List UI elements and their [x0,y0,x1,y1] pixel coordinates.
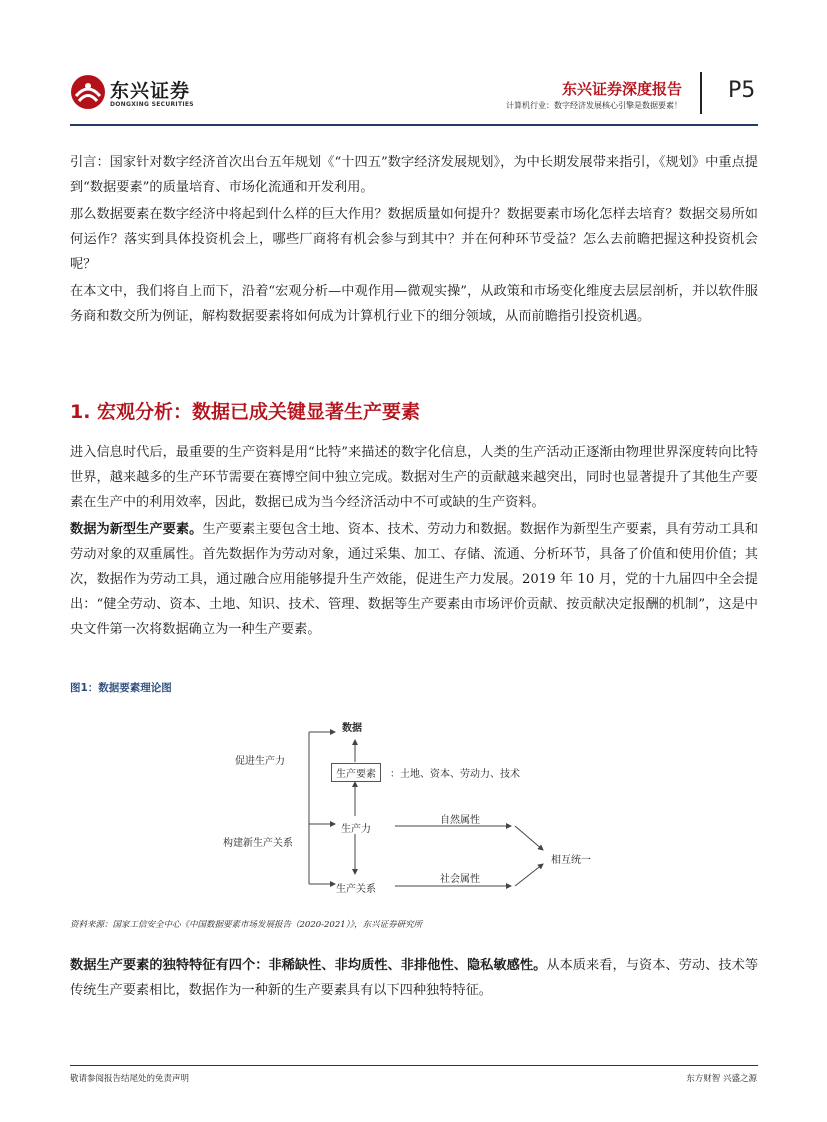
footer-disclaimer: 敬请参阅报告结尾处的免责声明 [70,1074,190,1084]
report-title: 东兴证券深度报告 [561,80,682,98]
figure-title: 图1：数据要素理论图 [70,682,172,694]
diagram-label-social: 社会属性 [440,874,480,885]
section-paragraph-3 [70,953,758,1003]
paragraph-lead-bold: 数据为新型生产要素。 [70,522,203,537]
intro-paragraph-2: 那么数据要素在数字经济中将起到什么样的巨大作用？数据质量如何提升？数据要素市场化怎样去培育？数据交易所如何运作？落实到具体投资机会上，哪些厂商将有机会参与到其中？并在何种环节受益？怎么去前瞻把握这种投资机会呢？ [70,207,758,272]
paragraph-lead-bold: 数据生产要素的独特特征有四个：非稀缺性、非均质性、非排他性、隐私敏感性。 [70,958,547,973]
header-rule [70,124,758,126]
paragraph-body: 生产要素主要包含土地、资本、技术、劳动力和数据。数据作为新型生产要素，具有劳动工具和劳动对象的双重属性。首先数据作为劳动对象，通过采集、加工、存储、流通、分析环节，具备了价值和使用价值；其次，数据作为劳动工具，通过融合应用能够提升生产效能，促进生产力发展。2019 年 10 月，党的十九届四中全会提出：“健全劳动、资本、土地、知识、技术、管理、数据等生产要素由市场评价贡献、按贡献决定报酬的机制”，这是中央文件第一次将数据确立为一种生产要素。 [70,522,759,637]
diagram-box-factors: 生产要素 [331,763,381,782]
header-separator [700,72,702,114]
intro-paragraph-1: 引言：国家针对数字经济首次出台五年规划《“十四五”数字经济发展规划》，为中长期发展带来指引，《规划》中重点提到“数据要素”的质量培育、市场化流通和开发利用。 [70,155,758,195]
diagram-label-data: 数据 [342,723,362,734]
paragraph-body: 从本质来看，与资本、劳动、技术等传统生产要素相比，数据作为一种新的生产要素具有以下四种独特特征。 [70,958,759,998]
footer-rule [70,1065,758,1066]
company-logo [70,74,205,114]
diagram-label-promote: 促进生产力 [235,756,285,767]
logo-chinese-name: 东兴证券 [110,80,191,102]
section-paragraph-2 [70,517,758,642]
diagram-label-factor-list: ：土地、资本、劳动力、技术 [390,769,520,780]
diagram-label-natural: 自然属性 [440,815,480,826]
diagram-label-unity: 相互统一 [551,855,591,866]
diagram-label-build: 构建新生产关系 [223,838,293,849]
page-number: P5 [728,78,756,103]
intro-paragraph-3: 在本文中，我们将自上而下，沿着“宏观分析—中观作用—微观实操”，从政策和市场变化维度去层层剖析，并以软件服务商和数交所为例证，解构数据要素将如何成为计算机行业下的细分领域，从而前瞻指引投资机遇。 [70,284,758,324]
diagram-lines [215,712,595,907]
figure-source: 资料来源：国家工信安全中心《中国数据要素市场发展报告（2020-2021）》，东兴证券研究所 [70,920,423,930]
logo-english-name: DONGXING SECURITIES [110,101,194,108]
section-paragraph-1: 进入信息时代后，最重要的生产资料是用“比特”来描述的数字化信息，人类的生产活动正逐渐由物理世界深度转向比特世界，越来越多的生产环节需要在赛博空间中独立完成。数据对生产的贡献越来越突出，同时也显著提升了其他生产要素在生产中的利用效率，因此，数据已成为当今经济活动中不可或缺的生产资料。 [70,445,758,510]
data-factor-diagram [215,712,595,907]
dongxing-logo-icon [70,74,106,110]
report-subtitle: 计算机行业：数字经济发展核心引擎是数据要素！ [506,101,682,110]
diagram-label-relations: 生产关系 [336,884,376,895]
footer-slogan: 东方财智 兴盛之源 [686,1074,757,1084]
section-heading: 1. 宏观分析：数据已成关键显著生产要素 [70,401,421,423]
diagram-label-productivity: 生产力 [341,824,371,835]
